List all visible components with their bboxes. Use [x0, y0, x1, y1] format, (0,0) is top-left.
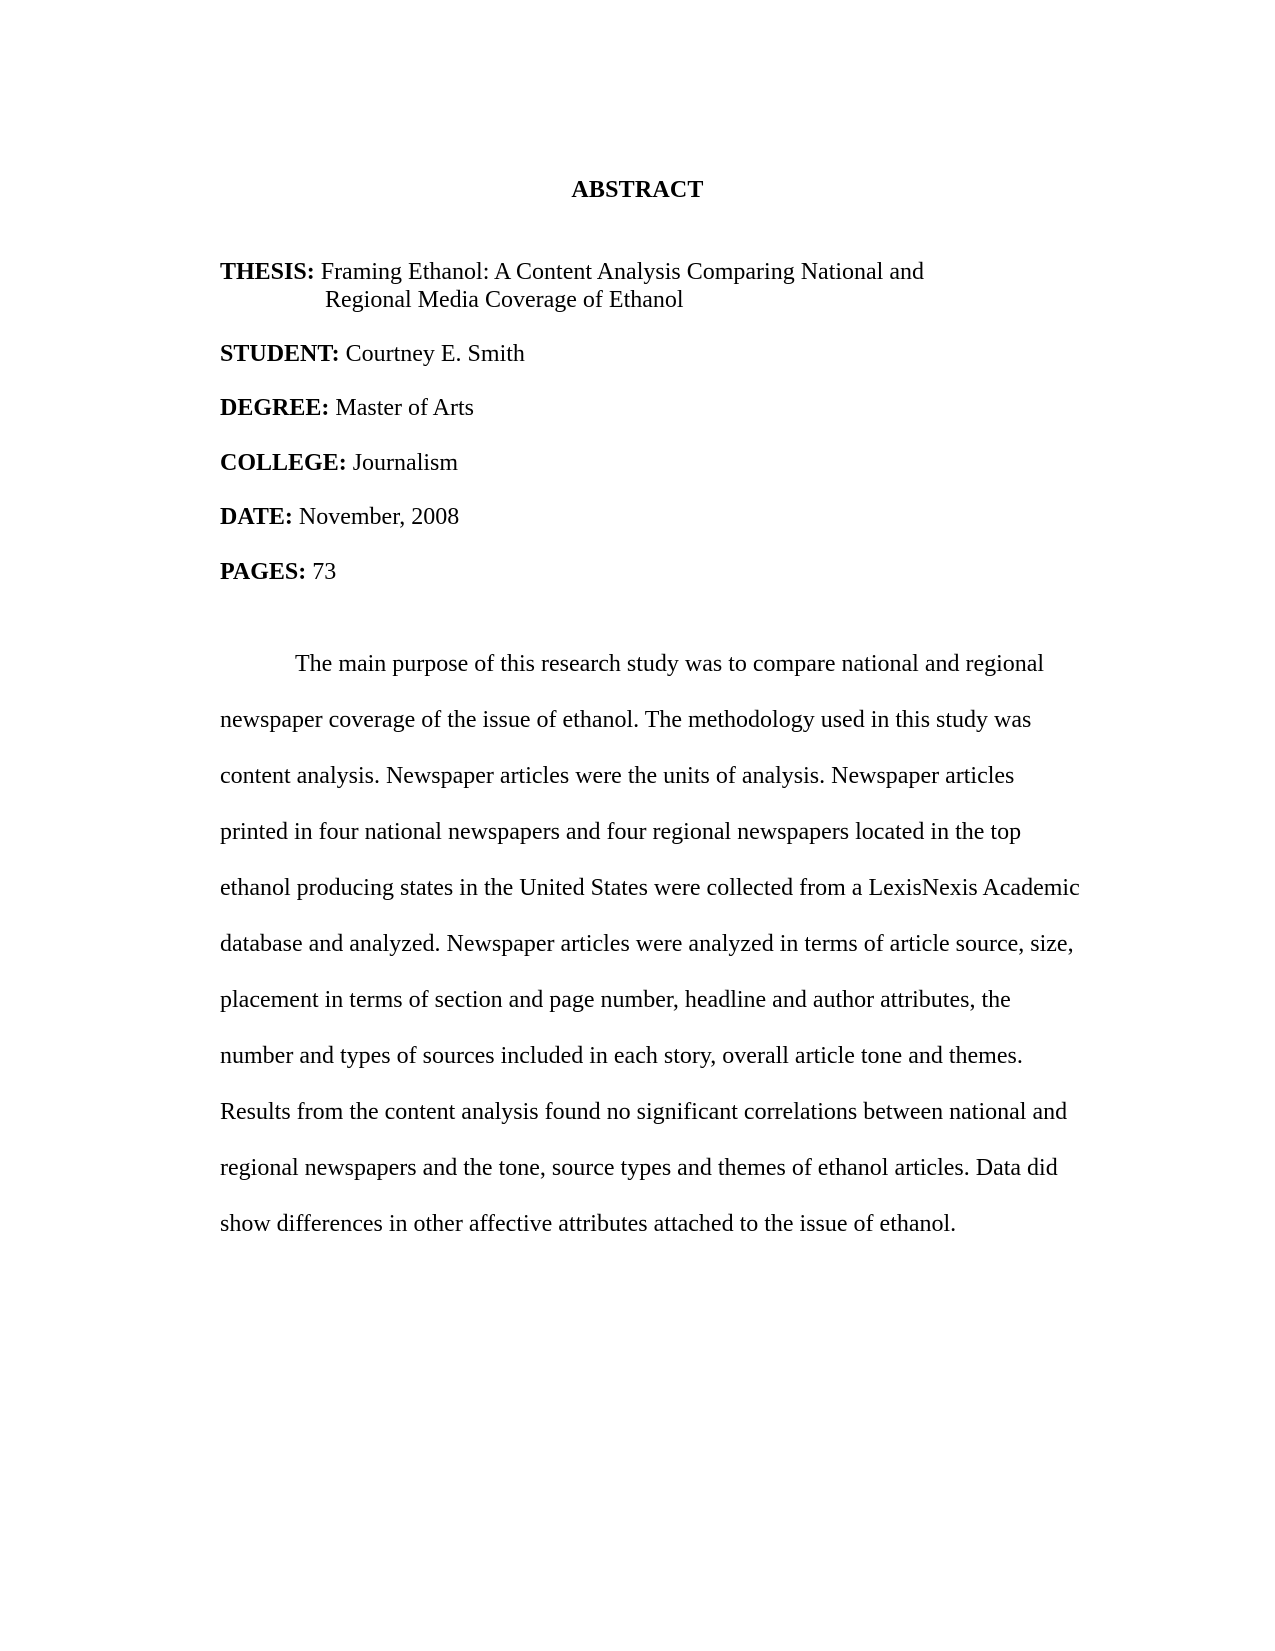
date-label: DATE: [220, 504, 293, 530]
thesis-field [220, 258, 924, 314]
date-value: November, 2008 [298, 504, 460, 530]
abstract-line: content analysis. Newspaper articles were the units of analysis. Newspaper articles [220, 763, 1015, 789]
pages-value: 73 [312, 559, 337, 585]
thesis-title-line2: Regional Media Coverage of Ethanol [325, 287, 684, 313]
abstract-line: database and analyzed. Newspaper articles were analyzed in terms of article source, size, [220, 931, 1074, 957]
thesis-title-line1: Framing Ethanol: A Content Analysis Comparing National and [320, 259, 924, 285]
college-value: Journalism [352, 450, 459, 476]
page-title: ABSTRACT [571, 177, 704, 203]
abstract-line: Results from the content analysis found no significant correlations between national and [220, 1099, 1068, 1125]
degree-field [220, 394, 474, 422]
degree-value: Master of Arts [335, 395, 475, 421]
abstract-line: show differences in other affective attributes attached to the issue of ethanol. [220, 1211, 957, 1237]
date-field [220, 503, 459, 531]
abstract-line: newspaper coverage of the issue of ethanol. The methodology used in this study was [220, 707, 1032, 733]
student-field [220, 340, 525, 368]
abstract-line: ethanol producing states in the United States were collected from a LexisNexis Academic [220, 875, 1080, 901]
abstract-line: number and types of sources included in each story, overall article tone and themes. [220, 1043, 1023, 1069]
abstract-paragraph [220, 636, 1110, 1252]
abstract-line: placement in terms of section and page number, headline and author attributes, the [220, 987, 1011, 1013]
abstract-line: The main purpose of this research study was to compare national and regional [295, 651, 1045, 677]
pages-field [220, 558, 336, 586]
abstract-line: regional newspapers and the tone, source types and themes of ethanol articles. Data did [220, 1155, 1058, 1181]
student-value: Courtney E. Smith [345, 341, 525, 367]
thesis-label: THESIS: [220, 259, 315, 285]
pages-label: PAGES: [220, 559, 307, 585]
college-label: COLLEGE: [220, 450, 347, 476]
abstract-line: printed in four national newspapers and four regional newspapers located in the top [220, 819, 1022, 845]
degree-label: DEGREE: [220, 395, 330, 421]
student-label: STUDENT: [220, 341, 340, 367]
college-field [220, 449, 458, 477]
